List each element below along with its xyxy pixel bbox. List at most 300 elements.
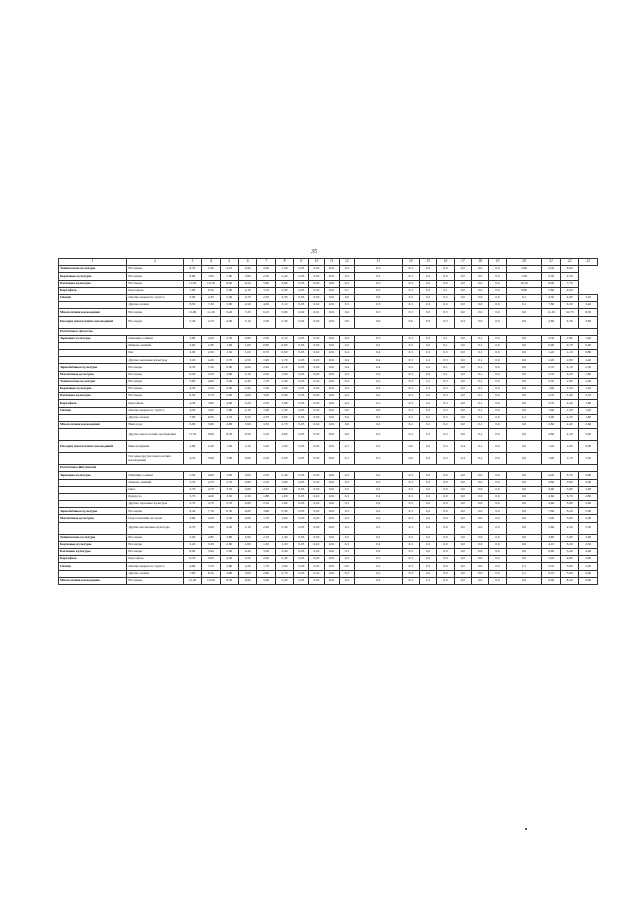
value-cell: 0,0 [454, 280, 471, 287]
crop-type-cell: Все виды [127, 393, 183, 400]
value-cell: 2,50 [542, 378, 560, 385]
value-cell: 0,3 [402, 556, 419, 563]
crop-type-cell: Другие масличные культуры [127, 522, 183, 534]
stray-mark [525, 828, 527, 830]
value-cell: 0,0 [506, 453, 542, 465]
value-cell: 0,02 [309, 453, 324, 465]
value-cell: 0,02 [309, 342, 324, 349]
value-cell: 0,02 [309, 479, 324, 486]
value-cell: 0,3 [402, 386, 419, 393]
value-cell: 0,0 [506, 350, 542, 357]
table-row [59, 273, 598, 280]
value-cell: 0,4 [339, 335, 354, 342]
value-cell: 0,01 [324, 400, 339, 407]
value-cell: 7,70 [560, 280, 578, 287]
value-cell: 2,10 [275, 364, 293, 371]
value-cell: 0,3 [354, 309, 402, 316]
value-cell: 6,30 [542, 273, 560, 280]
value-cell: 1,80 [560, 357, 578, 364]
value-cell: 0,3 [354, 453, 402, 465]
value-cell: 0,0 [354, 294, 402, 301]
value-cell: 2,40 [560, 421, 578, 428]
value-cell: 0,3 [339, 541, 354, 548]
value-cell: 9,90 [202, 429, 220, 441]
value-cell: 6,90 [183, 421, 201, 428]
value-cell: 0,01 [324, 421, 339, 428]
crop-type-cell: Другие зерновые культуры [127, 357, 183, 364]
value-cell: 4,80 [238, 508, 256, 515]
value-cell: 7,60 [183, 570, 201, 577]
value-cell: 0,0 [506, 400, 542, 407]
value-cell: 0,02 [309, 400, 324, 407]
table-row [59, 287, 598, 294]
crop-group-cell [59, 357, 127, 364]
value-cell: 2,40 [257, 522, 275, 534]
crop-type-cell: Овес [127, 486, 183, 493]
value-cell: 0,03 [294, 287, 309, 294]
value-cell: 5,40 [202, 266, 220, 273]
value-cell: 0,02 [309, 577, 324, 584]
value-cell: 4,40 [183, 407, 201, 414]
value-cell: 1,70 [560, 453, 578, 465]
value-cell: 0,3 [402, 378, 419, 385]
crop-type-cell: Виноград [127, 421, 183, 428]
value-cell: 4,80 [542, 479, 560, 486]
table-row [59, 549, 598, 556]
crop-group-cell: Многолетние насаждения [59, 421, 127, 428]
crop-type-cell: Картофель [127, 400, 183, 407]
value-cell: 0,2 [354, 549, 402, 556]
value-cell: 0,02 [309, 534, 324, 541]
value-cell: 0,01 [324, 273, 339, 280]
value-cell: 0,0 [472, 501, 489, 508]
value-cell: 0,2 [419, 522, 436, 534]
value-cell: 0,3 [402, 266, 419, 273]
value-cell: 0,01 [324, 393, 339, 400]
value-cell: 0,3 [402, 541, 419, 548]
value-cell: 1,40 [275, 378, 293, 385]
value-cell: 0,2 [419, 273, 436, 280]
value-cell: 9,40 [220, 309, 238, 316]
value-cell: 0,0 [454, 570, 471, 577]
table-row [59, 479, 598, 486]
value-cell: 0,3 [402, 508, 419, 515]
value-cell: 2,30 [579, 541, 598, 548]
crop-type-cell: Все виды [127, 508, 183, 515]
value-cell: 1,20 [257, 441, 275, 453]
value-cell: 0,01 [324, 357, 339, 364]
value-cell: 0,0 [454, 378, 471, 385]
value-cell: 0,02 [309, 414, 324, 421]
value-cell: 0,2 [354, 493, 402, 500]
value-cell: 0,0 [506, 342, 542, 349]
value-cell: 0,0 [472, 493, 489, 500]
value-cell: 0,1 [419, 386, 436, 393]
value-cell: 3,50 [202, 386, 220, 393]
value-cell: 0,2 [419, 515, 436, 522]
value-cell: 11,20 [542, 309, 560, 316]
column-header: 1 [59, 259, 127, 266]
value-cell: 0,3 [402, 400, 419, 407]
value-cell: 0,2 [402, 429, 419, 441]
value-cell: 0,0 [489, 549, 506, 556]
value-cell: 2,70 [257, 414, 275, 421]
value-cell: 6,40 [183, 371, 201, 378]
region-heading-row [59, 328, 598, 335]
table-row [59, 493, 598, 500]
value-cell: 3,70 [560, 493, 578, 500]
value-cell: 0,01 [324, 378, 339, 385]
value-cell: 2,50 [257, 472, 275, 479]
value-cell: 2,50 [257, 294, 275, 301]
value-cell: 3,50 [238, 414, 256, 421]
crop-group-cell [59, 486, 127, 493]
value-cell: 0,3 [402, 501, 419, 508]
value-cell: 3,50 [220, 515, 238, 522]
crop-group-cell: Многолетние насаждения [59, 309, 127, 316]
value-cell: 0,70 [257, 350, 275, 357]
value-cell: 0,2 [419, 570, 436, 577]
table-row [59, 501, 598, 508]
value-cell: 0,3 [437, 378, 454, 385]
value-cell: 2,90 [238, 266, 256, 273]
crop-group-cell: Картофель [59, 287, 127, 294]
value-cell: 3,70 [220, 479, 238, 486]
value-cell: 0,3 [437, 453, 454, 465]
value-cell: 0,0 [454, 400, 471, 407]
value-cell: 2,10 [275, 335, 293, 342]
value-cell: 0,3 [437, 441, 454, 453]
value-cell: 0,3 [354, 302, 402, 309]
value-cell: 0,2 [354, 421, 402, 428]
value-cell: 1,80 [579, 414, 598, 421]
value-cell: 0,1 [472, 421, 489, 428]
value-cell: 3,30 [257, 421, 275, 428]
value-cell: 5,60 [183, 378, 201, 385]
value-cell: 7,60 [183, 287, 201, 294]
crop-group-cell: Зерновые культуры [59, 472, 127, 479]
value-cell: 0,1 [506, 563, 542, 570]
value-cell: 0,3 [402, 515, 419, 522]
value-cell: 0,03 [294, 280, 309, 287]
value-cell: 0,03 [294, 266, 309, 273]
value-cell: 2,90 [275, 393, 293, 400]
value-cell: 0,0 [489, 393, 506, 400]
value-cell: 0,02 [309, 280, 324, 287]
value-cell: 4,80 [542, 316, 560, 328]
crop-type-cell: Все виды [127, 378, 183, 385]
value-cell: 2,30 [220, 335, 238, 342]
value-cell: 0,03 [294, 350, 309, 357]
value-cell: 5,70 [183, 493, 201, 500]
value-cell: 1,30 [579, 453, 598, 465]
value-cell: 0,2 [354, 429, 402, 441]
value-cell: 1,80 [275, 479, 293, 486]
value-cell: 6,30 [220, 508, 238, 515]
value-cell: 1,90 [560, 378, 578, 385]
value-cell: 0,0 [489, 515, 506, 522]
value-cell: 2,30 [275, 522, 293, 534]
value-cell: 0,1 [419, 364, 436, 371]
table-row [59, 441, 598, 453]
value-cell: 0,03 [294, 493, 309, 500]
value-cell: 4,30 [202, 294, 220, 301]
value-cell: 0,3 [402, 472, 419, 479]
value-cell: 1,70 [257, 515, 275, 522]
value-cell: 0,2 [354, 508, 402, 515]
value-cell: 0,1 [419, 378, 436, 385]
value-cell: 0,3 [339, 486, 354, 493]
value-cell: 4,80 [202, 534, 220, 541]
value-cell: 3,60 [257, 508, 275, 515]
page-number: 35 [311, 249, 317, 255]
crop-type-cell: Все виды [127, 371, 183, 378]
table-row [59, 414, 598, 421]
value-cell: 0,03 [294, 429, 309, 441]
crop-group-cell: Посадки многолетних насаждений [59, 441, 127, 453]
value-cell: 7,80 [542, 302, 560, 309]
value-cell: 0,4 [339, 309, 354, 316]
value-cell: 4,00 [257, 302, 275, 309]
value-cell: 6,80 [579, 577, 598, 584]
table-row [59, 393, 598, 400]
crop-group-cell: Кормовые культуры [59, 273, 127, 280]
value-cell: 3,80 [183, 335, 201, 342]
value-cell: 0,1 [472, 453, 489, 465]
value-cell: 0,0 [506, 335, 542, 342]
value-cell: 7,70 [202, 508, 220, 515]
value-cell: 0,1 [339, 441, 354, 453]
value-cell: 0,3 [339, 556, 354, 563]
value-cell: 4,70 [183, 453, 201, 465]
value-cell: 0,0 [506, 508, 542, 515]
value-cell: 6,50 [238, 280, 256, 287]
value-cell: 0,0 [472, 549, 489, 556]
value-cell: 0,01 [324, 522, 339, 534]
value-cell: 1,30 [560, 407, 578, 414]
value-cell: 5,20 [202, 371, 220, 378]
value-cell: 0,03 [294, 479, 309, 486]
value-cell: 0,1 [472, 400, 489, 407]
value-cell: 10,10 [506, 280, 542, 287]
value-cell: 0,3 [419, 472, 436, 479]
value-cell: 4,60 [202, 493, 220, 500]
value-cell: 4,00 [560, 294, 578, 301]
value-cell: 0,01 [324, 453, 339, 465]
value-cell: 6,00 [202, 414, 220, 421]
value-cell: 0,02 [294, 309, 309, 316]
value-cell: 0,0 [437, 570, 454, 577]
value-cell: 0,0 [506, 357, 542, 364]
value-cell: 3,60 [579, 556, 598, 563]
value-cell: 2,40 [560, 393, 578, 400]
value-cell: 2,90 [275, 287, 293, 294]
value-cell: 0,2 [354, 577, 402, 584]
value-cell: 0,3 [339, 522, 354, 534]
value-cell: 0,02 [309, 486, 324, 493]
value-cell: 0,2 [354, 472, 402, 479]
value-cell: 0,0 [402, 316, 419, 328]
value-cell: 0,4 [339, 414, 354, 421]
value-cell: 0,0 [437, 508, 454, 515]
value-cell: 4,00 [220, 316, 238, 328]
value-cell: 0,1 [437, 342, 454, 349]
value-cell: 0,3 [437, 309, 454, 316]
value-cell: 3,70 [202, 563, 220, 570]
value-cell: 0,3 [402, 294, 419, 301]
column-header: 19 [489, 259, 506, 266]
crop-type-cell: Пшеница озимая [127, 472, 183, 479]
value-cell: 0,0 [437, 534, 454, 541]
value-cell: 0,03 [294, 393, 309, 400]
value-cell: 0,03 [294, 549, 309, 556]
value-cell: 0,03 [294, 541, 309, 548]
value-cell: 0,0 [489, 493, 506, 500]
value-cell: 0,02 [309, 549, 324, 556]
value-cell: 0,0 [454, 273, 471, 280]
value-cell: 2,90 [579, 472, 598, 479]
value-cell: 0,0 [489, 541, 506, 548]
value-cell: 2,10 [238, 407, 256, 414]
value-cell: 5,90 [220, 273, 238, 280]
value-cell: 7,90 [183, 414, 201, 421]
value-cell: 7,20 [202, 302, 220, 309]
value-cell: 0,0 [339, 407, 354, 414]
value-cell: 0,60 [275, 342, 293, 349]
table-row [59, 357, 598, 364]
value-cell: 1,50 [560, 386, 578, 393]
value-cell: 0,1 [419, 357, 436, 364]
value-cell: 0,01 [324, 280, 339, 287]
value-cell: 2,20 [560, 371, 578, 378]
value-cell: 0,2 [354, 515, 402, 522]
value-cell: 0,0 [506, 309, 542, 316]
crop-type-cell: Другие зерновые культуры [127, 501, 183, 508]
table-row [59, 342, 598, 349]
value-cell: 0,1 [472, 414, 489, 421]
value-cell: 0,60 [275, 350, 293, 357]
value-cell: 0,80 [579, 350, 598, 357]
value-cell: 0,0 [472, 472, 489, 479]
value-cell: 4,20 [202, 357, 220, 364]
value-cell: 0,2 [419, 479, 436, 486]
value-cell: 3,40 [275, 549, 293, 556]
value-cell: 0,1 [419, 429, 436, 441]
value-cell: 3,80 [560, 501, 578, 508]
column-header: 3 [183, 259, 201, 266]
value-cell: 5,70 [202, 393, 220, 400]
value-cell: 4,60 [202, 472, 220, 479]
value-cell: 5,40 [560, 549, 578, 556]
value-cell: 0,01 [324, 350, 339, 357]
value-cell: 0,2 [354, 350, 402, 357]
value-cell: 3,70 [542, 563, 560, 570]
value-cell: 0,3 [339, 493, 354, 500]
table-row [59, 421, 598, 428]
table-row [59, 280, 598, 287]
value-cell: 0,01 [324, 266, 339, 273]
value-cell: 0,3 [402, 534, 419, 541]
column-header: 14 [402, 259, 419, 266]
value-cell: 1,20 [542, 441, 560, 453]
value-cell: 0,6 [339, 429, 354, 441]
table-row [59, 335, 598, 342]
crop-type-cell: Все виды [127, 316, 183, 328]
value-cell: 6,70 [183, 556, 201, 563]
value-cell: 0,02 [309, 302, 324, 309]
table-row [59, 407, 598, 414]
value-cell: 0,0 [489, 371, 506, 378]
value-cell: 0,01 [324, 501, 339, 508]
value-cell: 6,80 [506, 287, 542, 294]
table-row [59, 508, 598, 515]
crop-group-cell [59, 453, 127, 465]
column-header: 16 [437, 259, 454, 266]
value-cell: 3,10 [275, 302, 293, 309]
value-cell: 0,02 [309, 371, 324, 378]
table-row [59, 302, 598, 309]
column-header: 17 [454, 259, 471, 266]
value-cell: 0,0 [489, 386, 506, 393]
column-header: 9 [294, 259, 309, 266]
value-cell: 3,60 [202, 407, 220, 414]
value-cell: 0,0 [506, 364, 542, 371]
value-cell: 0,3 [402, 357, 419, 364]
value-cell: 4,50 [560, 522, 578, 534]
value-cell: 0,3 [339, 479, 354, 486]
table-row [59, 522, 598, 534]
value-cell: 3,00 [579, 486, 598, 493]
value-cell: 0,2 [437, 294, 454, 301]
value-cell: 0,03 [294, 364, 309, 371]
value-cell: 3,60 [238, 393, 256, 400]
value-cell: 0,0 [489, 577, 506, 584]
value-cell: 0,4 [339, 378, 354, 385]
value-cell: 0,0 [506, 534, 542, 541]
value-cell: 0,0 [454, 309, 471, 316]
value-cell: 10,10 [202, 280, 220, 287]
value-cell: 0,0 [454, 386, 471, 393]
value-cell: 0,0 [454, 350, 471, 357]
value-cell: 0,3 [419, 371, 436, 378]
value-cell: 2,70 [220, 357, 238, 364]
value-cell: 8,20 [220, 429, 238, 441]
value-cell: 4,60 [238, 364, 256, 371]
value-cell: 0,2 [419, 280, 436, 287]
value-cell: 0,3 [402, 563, 419, 570]
value-cell: 0,1 [354, 556, 402, 563]
value-cell: 0,03 [294, 273, 309, 280]
value-cell: 5,20 [183, 541, 201, 548]
column-header: 13 [354, 259, 402, 266]
value-cell: 4,70 [202, 501, 220, 508]
value-cell: 4,00 [579, 549, 598, 556]
crop-group-cell: Технические культуры [59, 534, 127, 541]
value-cell: 0,3 [339, 508, 354, 515]
value-cell: 0,0 [506, 407, 542, 414]
value-cell: 0,0 [489, 302, 506, 309]
value-cell: 0,03 [294, 501, 309, 508]
value-cell: 0,3 [402, 522, 419, 534]
value-cell: 0,0 [506, 421, 542, 428]
value-cell: 0,01 [324, 429, 339, 441]
table-row [59, 429, 598, 441]
region-name: Республика Дагестан [59, 328, 598, 335]
value-cell: 8,80 [183, 273, 201, 280]
value-cell: 0,02 [309, 556, 324, 563]
value-cell: 5,10 [257, 429, 275, 441]
value-cell: 0,3 [402, 486, 419, 493]
